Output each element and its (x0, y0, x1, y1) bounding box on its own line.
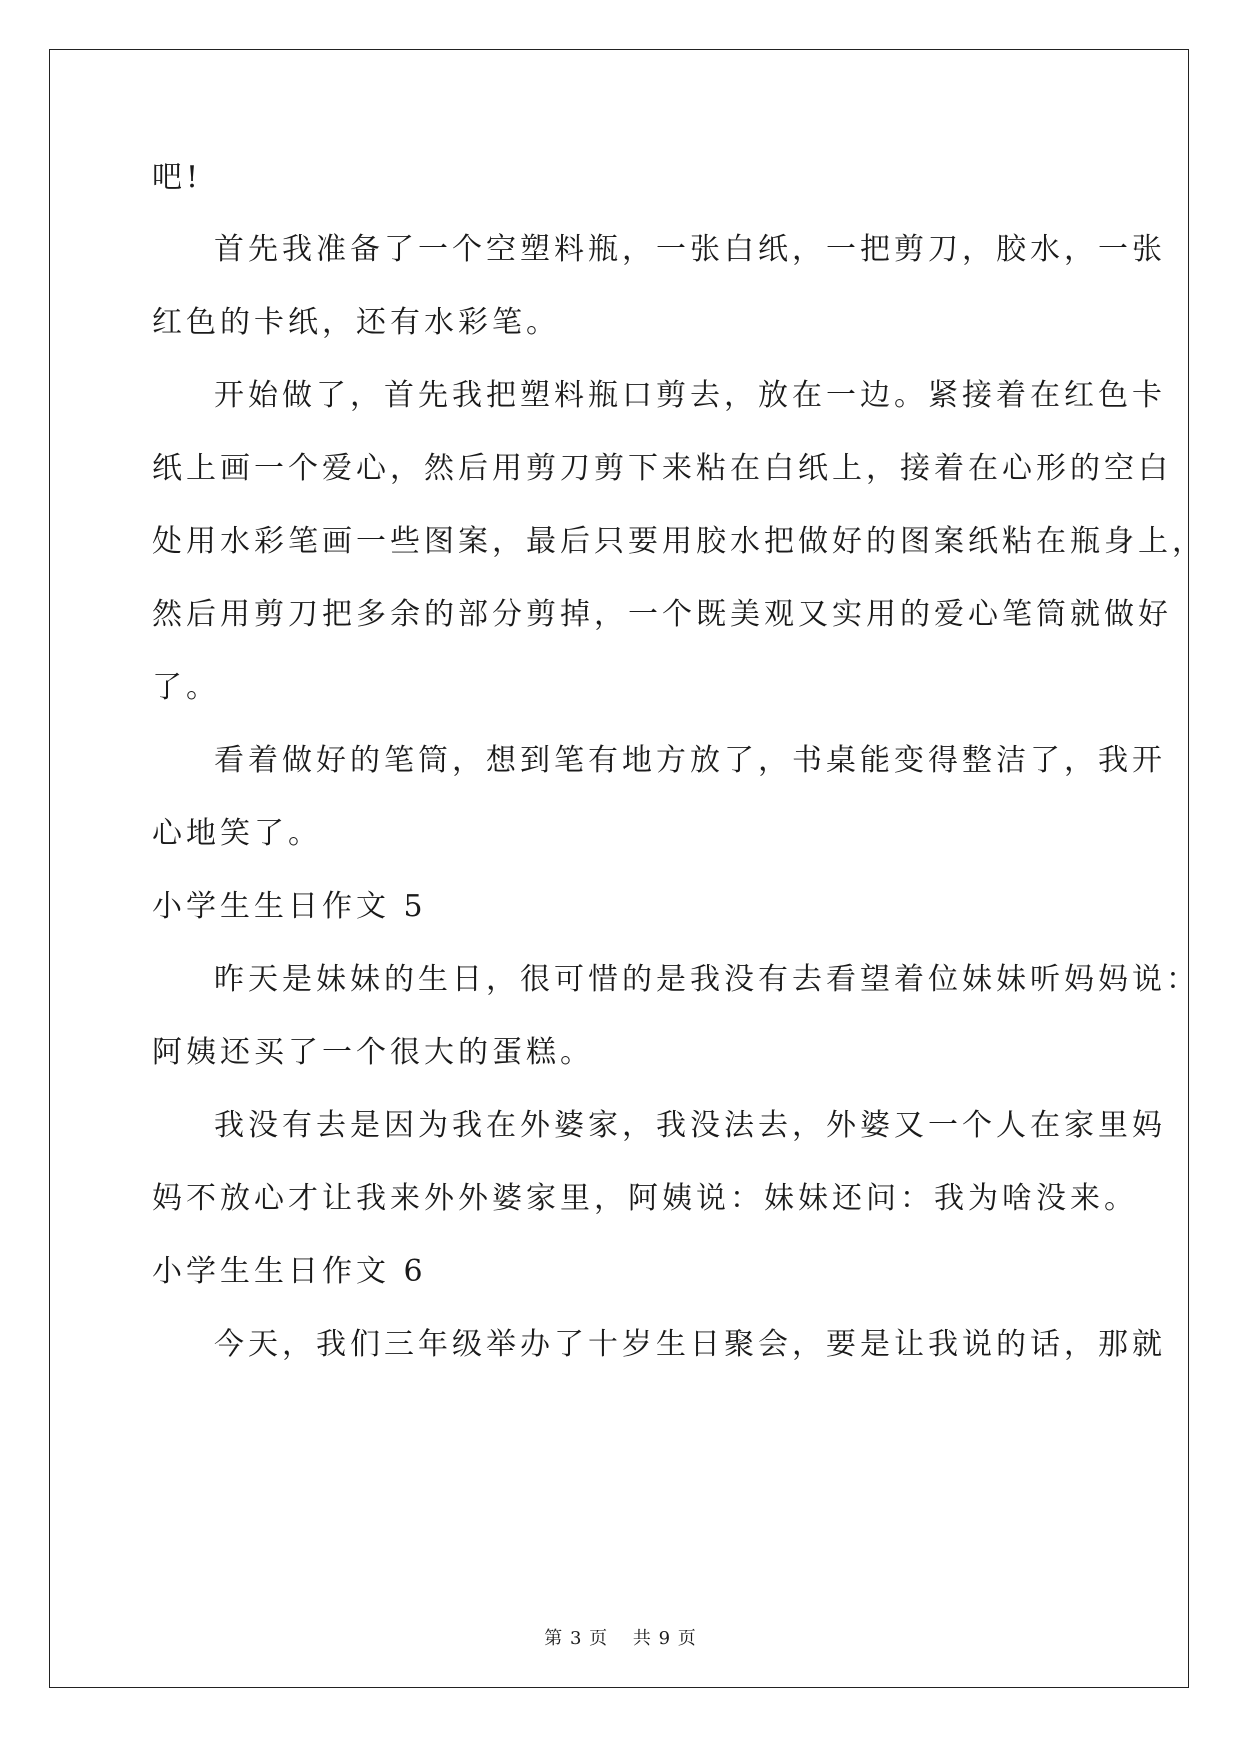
text-line: 吧! (152, 160, 203, 195)
paragraph-first-line: 开始做了，首先我把塑料瓶口剪去，放在一边。紧接着在红色卡 (214, 378, 1166, 413)
paragraph-first-line: 看着做好的笔筒，想到笔有地方放了，书桌能变得整洁了，我开 (214, 743, 1166, 778)
text-line: 了。 (152, 670, 220, 705)
text-line: 纸上画一个爱心，然后用剪刀剪下来粘在白纸上，接着在心形的空白 (152, 451, 1172, 486)
page-number: 第 3 页 (544, 1628, 609, 1649)
page-total: 共 9 页 (632, 1628, 697, 1649)
paragraph-first-line: 今天，我们三年级举办了十岁生日聚会，要是让我说的话，那就 (214, 1327, 1166, 1362)
text-line: 心地笑了。 (152, 816, 322, 851)
text-line: 然后用剪刀把多余的部分剪掉，一个既美观又实用的爱心笔筒就做好 (152, 597, 1172, 632)
text-line: 红色的卡纸，还有水彩笔。 (152, 305, 560, 340)
section-heading: 小学生生日作文 5 (152, 889, 427, 924)
text-line: 阿姨还买了一个很大的蛋糕。 (152, 1035, 594, 1070)
text-line: 处用水彩笔画一些图案，最后只要用胶水把做好的图案纸粘在瓶身上， (152, 524, 1206, 559)
paragraph-first-line: 我没有去是因为我在外婆家，我没法去，外婆又一个人在家里妈 (214, 1108, 1166, 1143)
paragraph-first-line: 首先我准备了一个空塑料瓶，一张白纸，一把剪刀，胶水，一张 (214, 232, 1166, 267)
section-heading: 小学生生日作文 6 (152, 1254, 427, 1289)
page-footer (0, 1624, 1241, 1650)
text-line: 妈不放心才让我来外外婆家里，阿姨说：妹妹还问：我为啥没来。 (152, 1181, 1138, 1216)
page-border (49, 49, 1189, 1688)
paragraph-first-line: 昨天是妹妹的生日，很可惜的是我没有去看望着位妹妹听妈妈说： (214, 962, 1200, 997)
